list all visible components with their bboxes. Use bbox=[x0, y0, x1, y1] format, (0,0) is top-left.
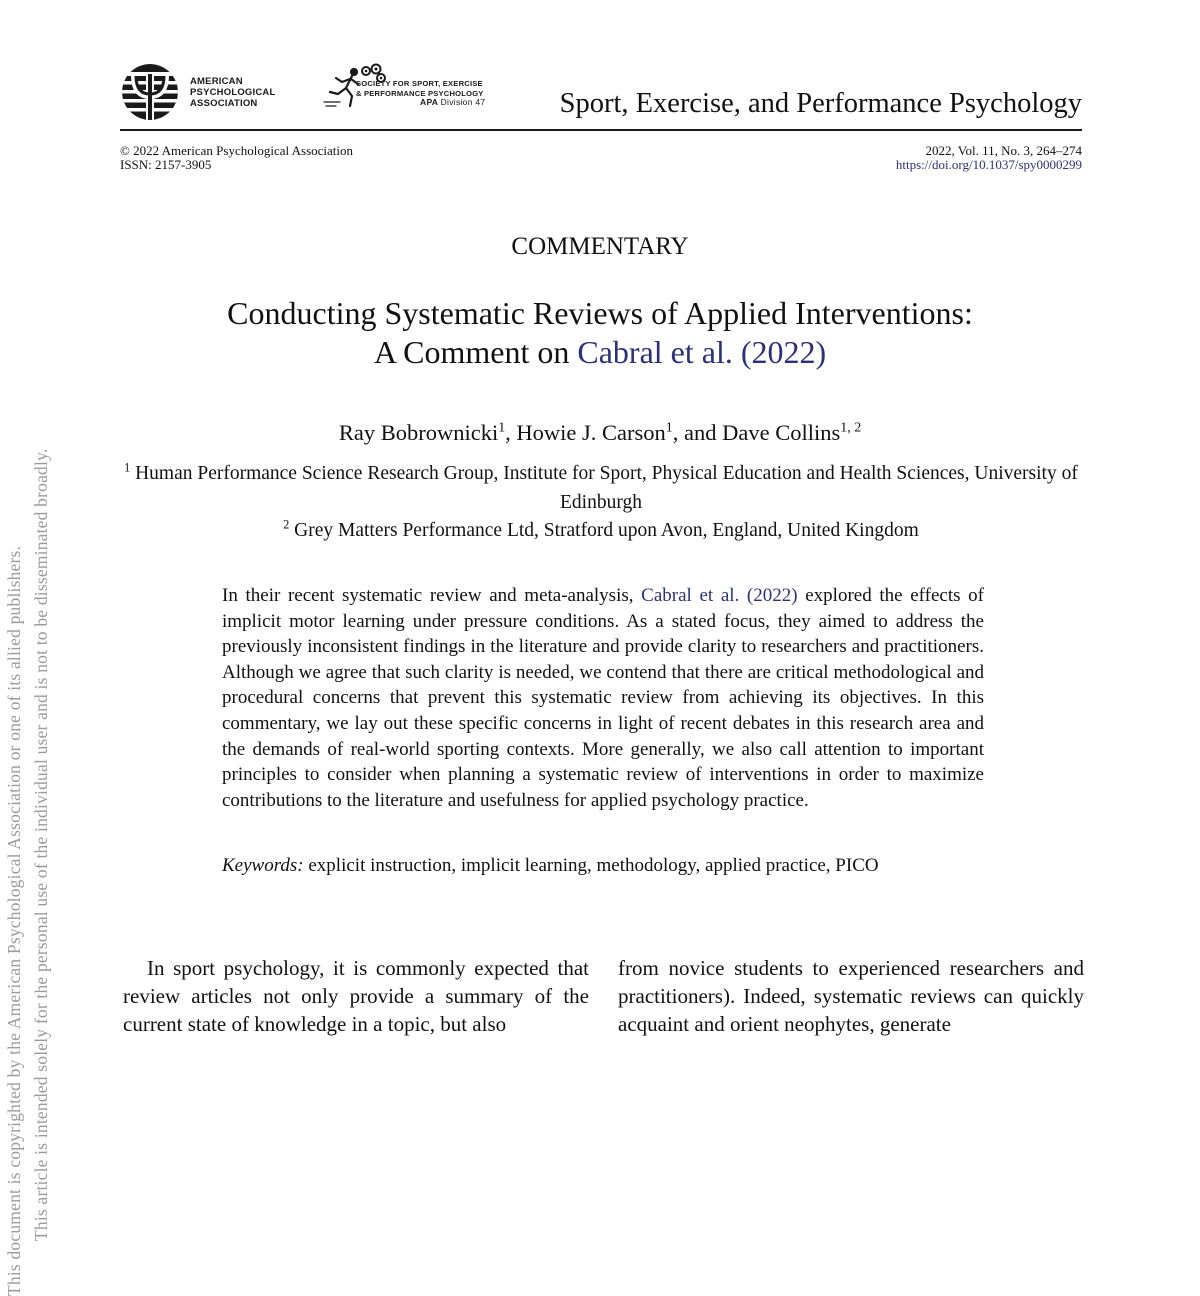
title-line-2: A Comment on Cabral et al. (2022) bbox=[373, 334, 827, 370]
society-logo-text: SOCIETY FOR SPORT, EXERCISE & PERFORMANCE PSYCHOLOGY APA Division 47 bbox=[356, 79, 486, 107]
body-column-right: from novice students to experienced researchers and practitioners). Indeed, systematic reviews can quickly acquaint and orient neophytes, generate bbox=[618, 956, 1084, 1036]
affiliation-1: $^1$ Human Performance Science Research Group, Institute for Sport, Physical Education and Health Sciences, University of Edinburgh bbox=[124, 460, 1078, 513]
issue-info bbox=[896, 144, 1082, 172]
society-logo bbox=[322, 62, 492, 122]
apa-logo bbox=[120, 64, 290, 120]
keywords-list: explicit instruction, implicit learning, methodology, applied practice, PICO bbox=[303, 855, 879, 876]
copyright-line: © 2022 American Psychological Association bbox=[120, 143, 354, 158]
watermark-line-1: This document is copyrighted by the American Psychological Association or one of its allied publishers. bbox=[4, 545, 24, 1296]
doi-link[interactable]: https://doi.org/10.1037/spy0000299 bbox=[895, 157, 1082, 172]
title-line-1: Conducting Systematic Reviews of Applied Interventions: bbox=[227, 295, 973, 331]
keywords bbox=[222, 855, 984, 877]
body-column-left: In sport psychology, it is commonly expected that review articles not only provide a summary of the current state of knowledge in a topic, but also bbox=[123, 956, 589, 1036]
header-rule bbox=[120, 129, 1082, 131]
abstract-citation-link[interactable]: Cabral et al. (2022) bbox=[641, 585, 798, 606]
copyright-watermark bbox=[0, 0, 60, 1296]
journal-title: Sport, Exercise, and Performance Psychology bbox=[559, 88, 1082, 119]
copyright-info bbox=[120, 144, 353, 172]
keywords-label: Keywords: bbox=[222, 855, 304, 876]
volume-line: 2022, Vol. 11, No. 3, 264–274 bbox=[925, 143, 1082, 158]
author-name: Howie J. Carson bbox=[516, 420, 666, 445]
affiliation-2: $^2$ Grey Matters Performance Ltd, Stratford upon Avon, England, United Kingdom bbox=[283, 517, 919, 541]
title-citation-link[interactable]: Cabral et al. (2022) bbox=[577, 334, 827, 370]
apa-logo-text: AMERICAN PSYCHOLOGICAL ASSOCIATION bbox=[190, 76, 276, 109]
author-name: Ray Bobrownicki bbox=[338, 420, 499, 445]
author-list: Ray Bobrownicki$^1$, Howie J. Carson$^1$, and Dave Collins$^{1, 2}$ bbox=[338, 420, 862, 445]
author-name: Dave Collins bbox=[722, 420, 841, 445]
issn-line: ISSN: 2157-3905 bbox=[120, 157, 212, 172]
affiliations bbox=[120, 460, 1082, 546]
watermark-line-2: This article is intended solely for the personal use of the individual user and is not to be disseminated broadly. bbox=[31, 448, 51, 1241]
apa-psi-icon bbox=[120, 64, 180, 120]
abstract: In their recent systematic review and meta-analysis, Cabral et al. (2022) explored the effects of implicit motor learning under pressure conditions. As a stated focus, they aimed to address the previously inconsistent findings in the literature and provide clarity to researchers and practitioners. Although we agree that such clarity is needed, we contend that there are critical methodological and procedural concerns that prevent this systematic review from achieving its objectives. In this commentary, we lay out these specific concerns in light of recent debates in this research area and the demands of real-world sporting contexts. More generally, we also call attention to important principles to consider when planning a systematic review of interventions in order to maximize contributions to the literature and usefulness for applied psychology practice. bbox=[222, 585, 984, 811]
article-title bbox=[0, 294, 1200, 372]
section-label: COMMENTARY bbox=[511, 233, 689, 260]
